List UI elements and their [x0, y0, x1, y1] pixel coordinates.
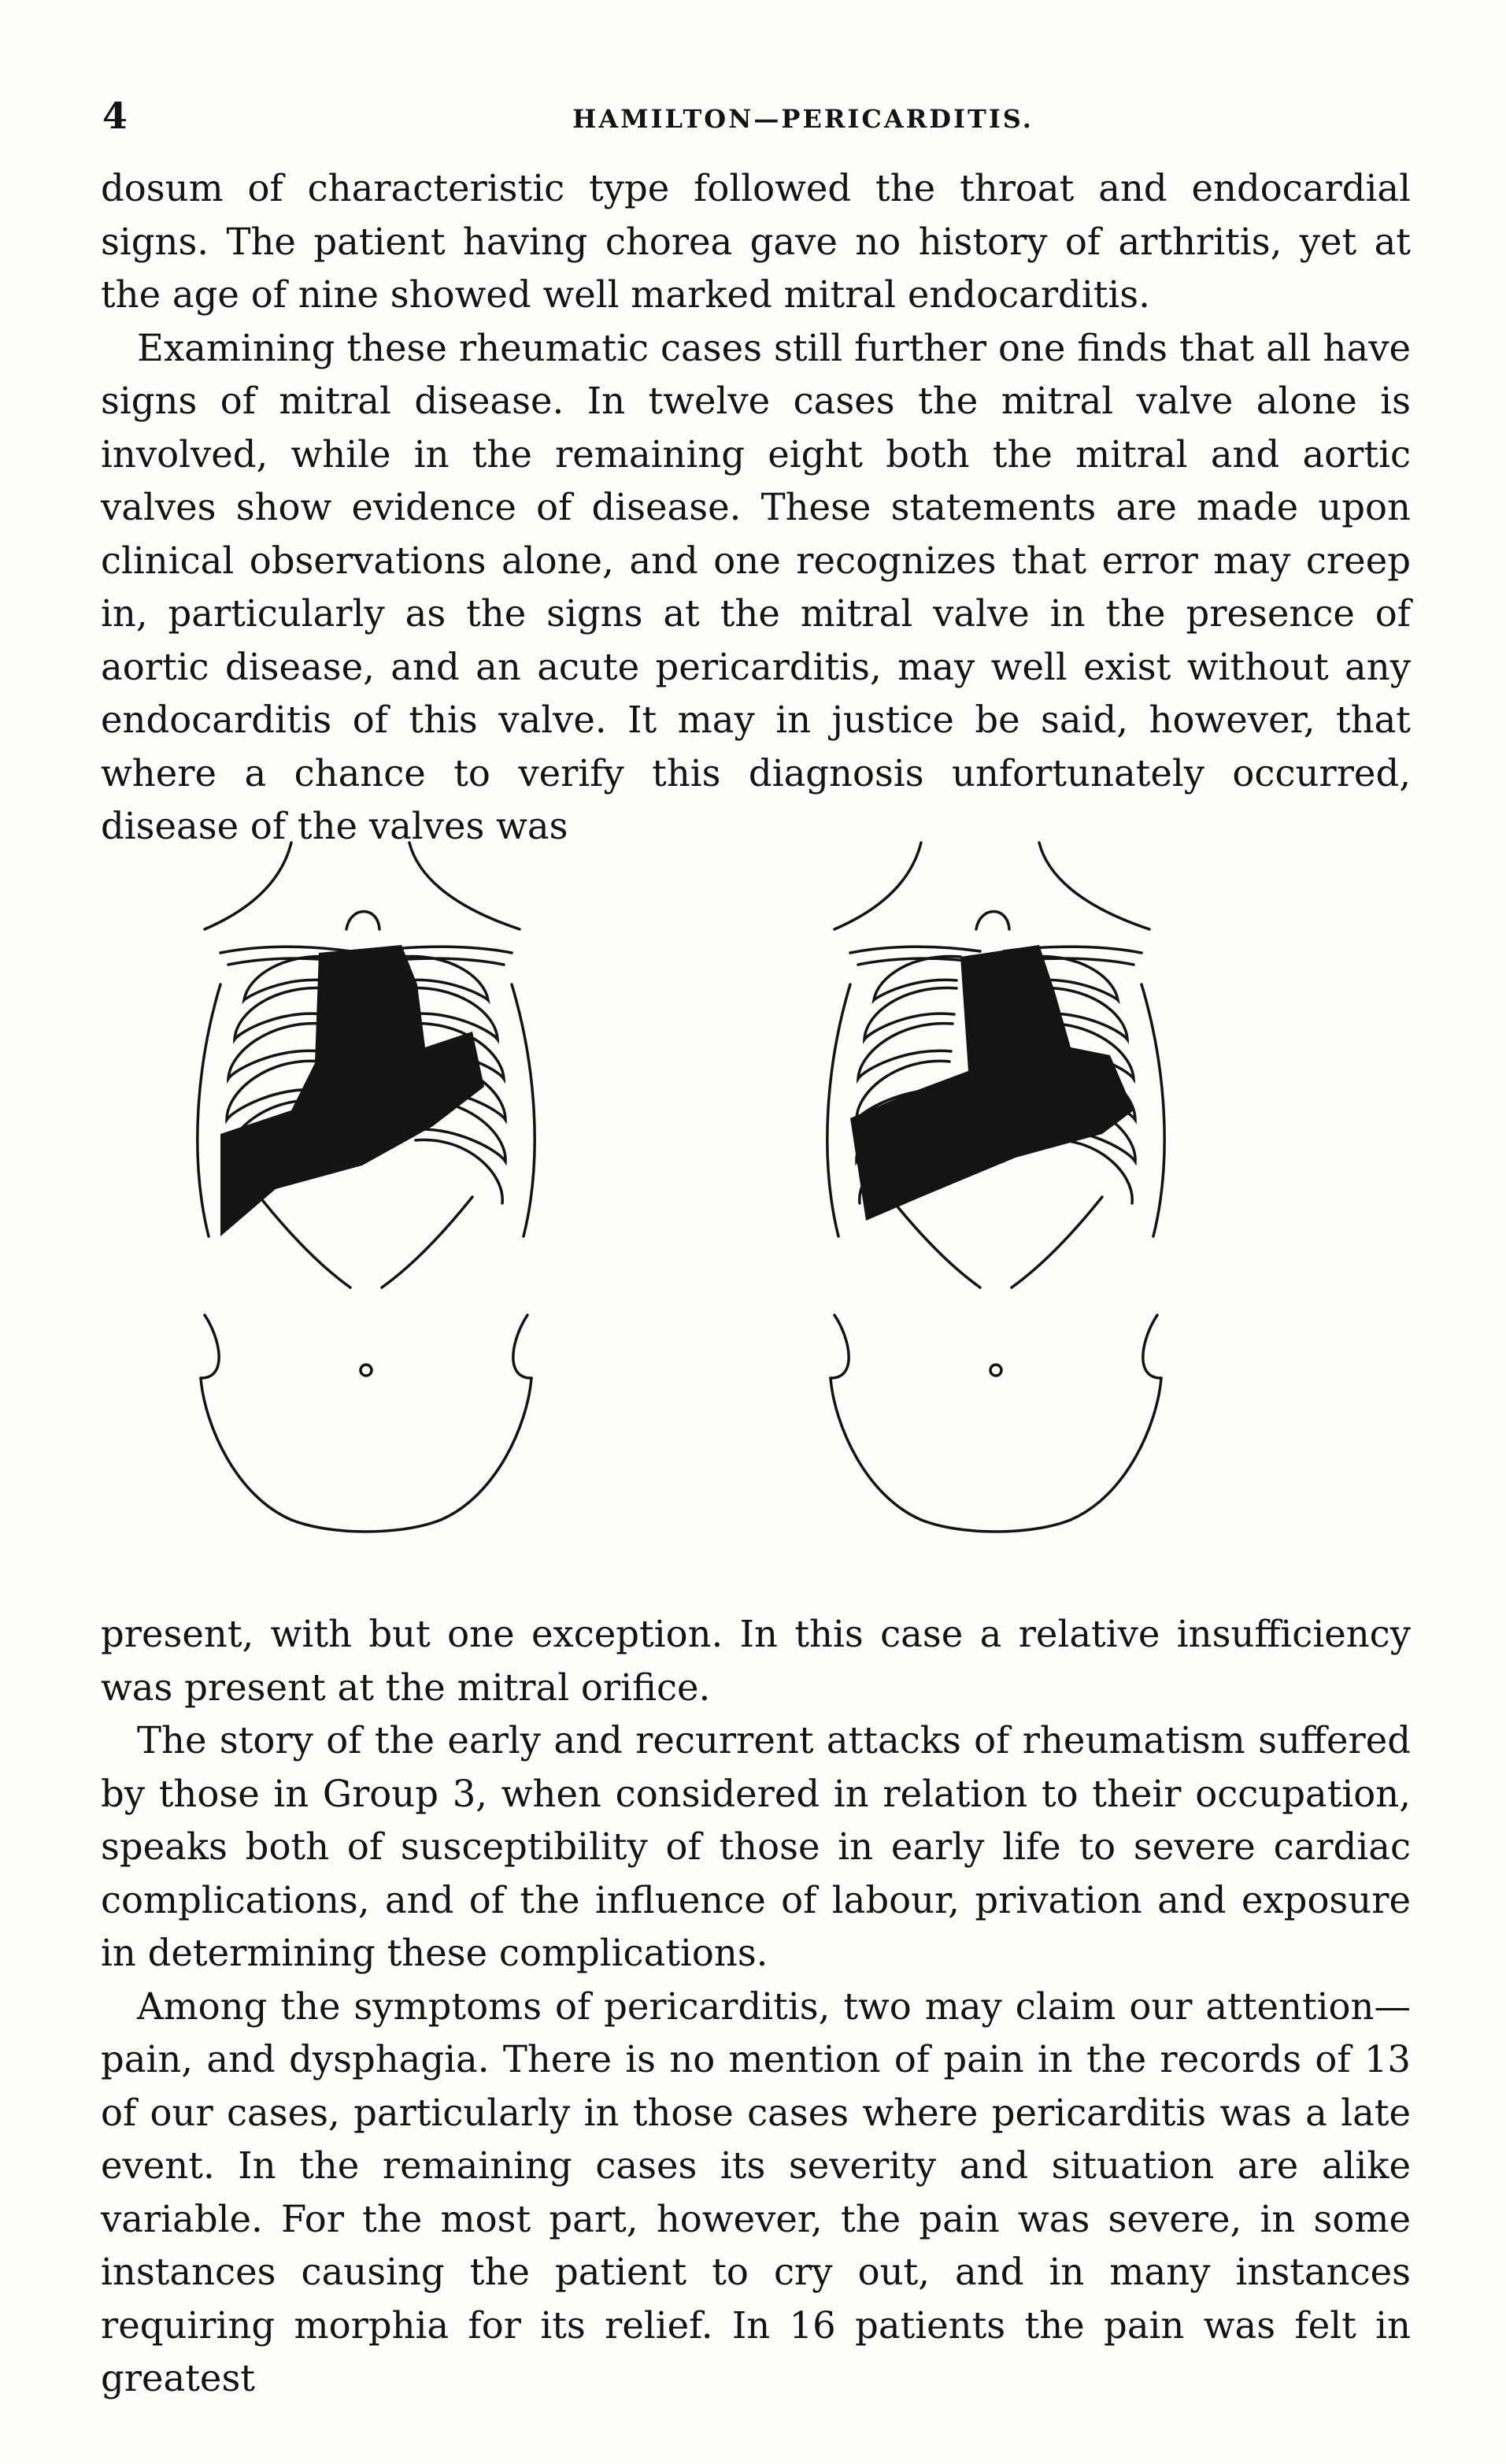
text-block-bottom	[101, 1608, 1411, 2406]
paragraph: The story of the early and recurrent attacks of rheumatism suffered by those in Group 3, when considered in relation to their occupation, speaks both of susceptibility of those in early life to severe cardiac complications, and of the influence of labour, privation and exposure in determining these complications.	[101, 1719, 1411, 1974]
diagram-right-torso	[827, 843, 1164, 1532]
running-head	[102, 94, 1409, 142]
chest-diagrams-svg	[142, 827, 1401, 1575]
paragraph-continued: present, with but one exception. In this case a relative insufficiency was present at the mitral orifice.	[101, 1613, 1411, 1709]
text-block-top	[101, 162, 1411, 854]
paragraph: Among the symptoms of pericarditis, two may claim our attention—pain, and dysphagia. There is no mention of pain in the records of 13 of our cases, particularly in those cases where pericarditis was a late event. In the remaining cases its severity and situation are alike variable. For the most part, however, the pain was severe, in some instances causing the patient to cry out, and in many instances requiring morphia for its relief. In 16 patients the pain was felt in greatest	[101, 1984, 1411, 2399]
page-number: 4	[102, 94, 128, 137]
dullness-area-left	[220, 945, 484, 1236]
paragraph: Examining these rheumatic cases still further one finds that all have signs of mitral disease. In twelve cases the mitral valve alone is involved, while in the remaining eight both the mitral and aortic valves show evidence of disease. These statements are made upon clinical observations alone, and one recognizes that error may creep in, particularly as the signs at the mitral valve in the presence of aortic disease, and an acute pericarditis, may well exist without any endocarditis of this valve. It may in justice be said, however, that where a chance to verify this diagnosis unfortunately occurred, disease of the valves was	[101, 326, 1411, 847]
running-title: HAMILTON—PERICARDITIS.	[572, 104, 1034, 134]
diagram-left-torso	[198, 843, 535, 1532]
figure-chest-diagrams	[142, 827, 1401, 1575]
paragraph-continued: dosum of characteristic type followed the throat and endocardial signs. The patient having chorea gave no history of arthritis, yet at the age of nine showed well marked mitral endocarditis.	[101, 167, 1411, 316]
